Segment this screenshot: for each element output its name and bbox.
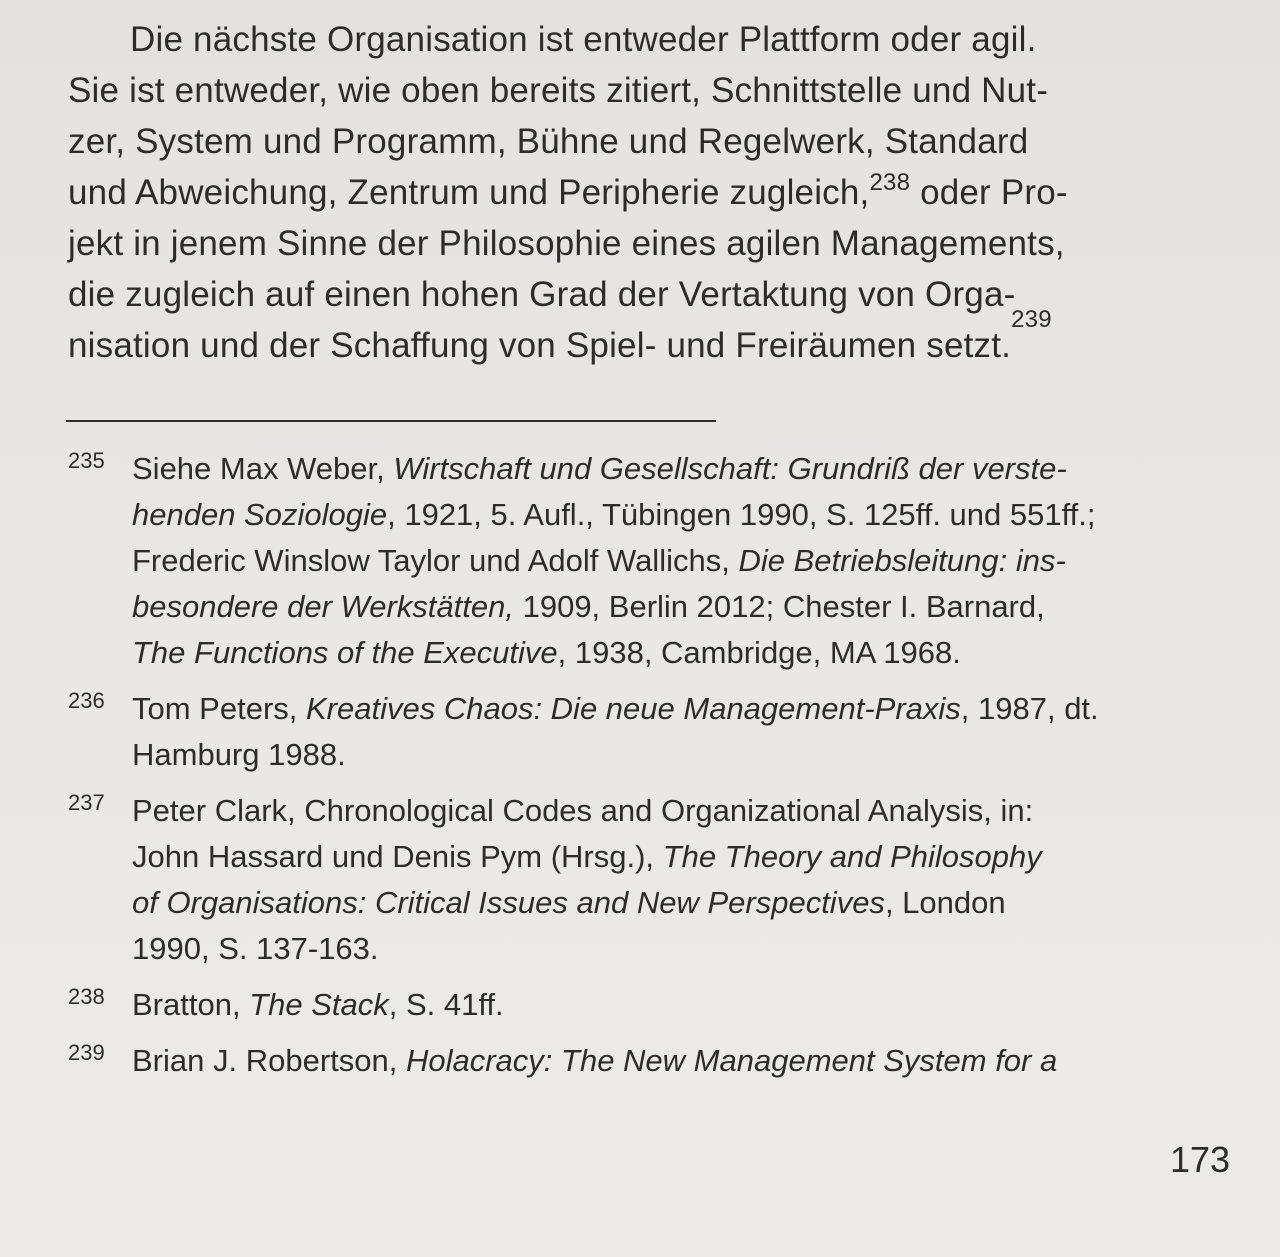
footnote-line: [132, 492, 1238, 538]
footnote-line: [132, 880, 1238, 926]
footnote-236: [68, 686, 1238, 778]
body-line-1-text: Die nächste Organisation ist entweder Plattform oder agil.: [130, 20, 1037, 59]
footnote-line: [132, 834, 1238, 880]
footnote-title: Wirtschaft und Gesellschaft: Grundriß der verste-: [393, 451, 1067, 486]
footnote-237: [68, 788, 1238, 972]
footnote-title: Die Betriebsleitung: ins-: [738, 543, 1066, 578]
footnote-text: Tom Peters,: [132, 691, 306, 726]
body-line-1: [68, 14, 1218, 65]
body-line-4-tail: oder Pro-: [910, 173, 1068, 212]
footnote-line: [132, 446, 1238, 492]
footnote-separator: [66, 420, 716, 422]
body-line-2: [68, 65, 1218, 116]
footnote-number: 236: [68, 688, 105, 713]
body-paragraph: [68, 14, 1218, 371]
footnote-number: 239: [68, 1040, 105, 1065]
footnote-238: [68, 982, 1238, 1028]
footnote-line: [132, 630, 1238, 676]
footnote-line: [132, 788, 1238, 834]
footnote-line: [132, 686, 1238, 732]
body-line-7: [68, 306, 1218, 371]
body-line-4: [68, 167, 1218, 218]
footnote-text: , 1987, dt.: [960, 691, 1099, 726]
body-line-5: [68, 218, 1218, 269]
body-line-2-text: Sie ist entweder, wie oben bereits zitiert, Schnittstelle und Nut-: [68, 71, 1049, 110]
footnote-title: henden Soziologie: [132, 497, 388, 532]
footnote-line: [132, 926, 1238, 972]
body-line-7-text: nisation und der Schaffung von Spiel- und Freiräumen setzt.: [68, 326, 1012, 365]
footnote-line: [132, 732, 1238, 778]
body-line-4-wrap: [68, 167, 1068, 218]
footnote-line: [132, 1038, 1238, 1084]
footnote-title: of Organisations: Critical Issues and New Perspectives: [132, 885, 885, 920]
footnote-line: [132, 982, 1238, 1028]
footnote-title: The Functions of the Executive: [132, 635, 558, 670]
footnote-text: Peter Clark, Chronological Codes and Organizational Analysis, in:: [132, 793, 1034, 828]
body-line-6-text: die zugleich auf einen hohen Grad der Vertaktung von Orga-: [68, 275, 1016, 314]
footnote-title: Kreatives Chaos: Die neue Management-Praxis: [306, 691, 961, 726]
footnote-text: Siehe Max Weber,: [132, 451, 394, 486]
footnote-239: [68, 1038, 1238, 1084]
footnote-text: , 1921, 5. Aufl., Tübingen 1990, S. 125ff. und 551ff.;: [387, 497, 1096, 532]
body-line-4-text: und Abweichung, Zentrum und Peripherie zugleich,: [68, 173, 870, 212]
footnote-text: Brian J. Robertson,: [132, 1043, 406, 1078]
footnote-number: 235: [68, 448, 105, 473]
footnote-text: , 1938, Cambridge, MA 1968.: [557, 635, 961, 670]
footnote-title: Holacracy: The New Management System for a: [405, 1043, 1058, 1078]
footnote-title: The Theory and Philosophy: [662, 839, 1042, 874]
footnote-title: besondere der Werkstätten,: [132, 589, 514, 624]
body-line-5-text: jekt in jenem Sinne der Philosophie eines agilen Managements,: [68, 224, 1065, 263]
footnote-line: [132, 584, 1238, 630]
footnote-text: , S. 41ff.: [388, 987, 504, 1022]
footnote-text: Hamburg 1988.: [132, 737, 346, 772]
footnote-line: [132, 538, 1238, 584]
footnote-text: 1909, Berlin 2012; Chester I. Barnard,: [513, 589, 1045, 624]
footnote-number: 238: [68, 984, 105, 1009]
footnote-235: [68, 446, 1238, 676]
footnote-ref-239[interactable]: 239: [1011, 306, 1052, 333]
footnote-text: , London: [884, 885, 1006, 920]
footnote-number: 237: [68, 790, 105, 815]
footnote-title: The Stack: [249, 987, 389, 1022]
footnotes: [68, 446, 1238, 1094]
footnote-text: John Hassard und Denis Pym (Hrsg.),: [132, 839, 663, 874]
footnote-text: 1990, S. 137-163.: [132, 931, 379, 966]
page-number: 173: [1170, 1139, 1231, 1180]
body-line-3: [68, 116, 1218, 167]
body-line-3-text: zer, System und Programm, Bühne und Regelwerk, Standard: [68, 122, 1029, 161]
footnote-ref-238[interactable]: 238: [869, 169, 911, 196]
footnote-text: Frederic Winslow Taylor und Adolf Wallichs,: [132, 543, 739, 578]
footnote-text: Bratton,: [132, 987, 250, 1022]
